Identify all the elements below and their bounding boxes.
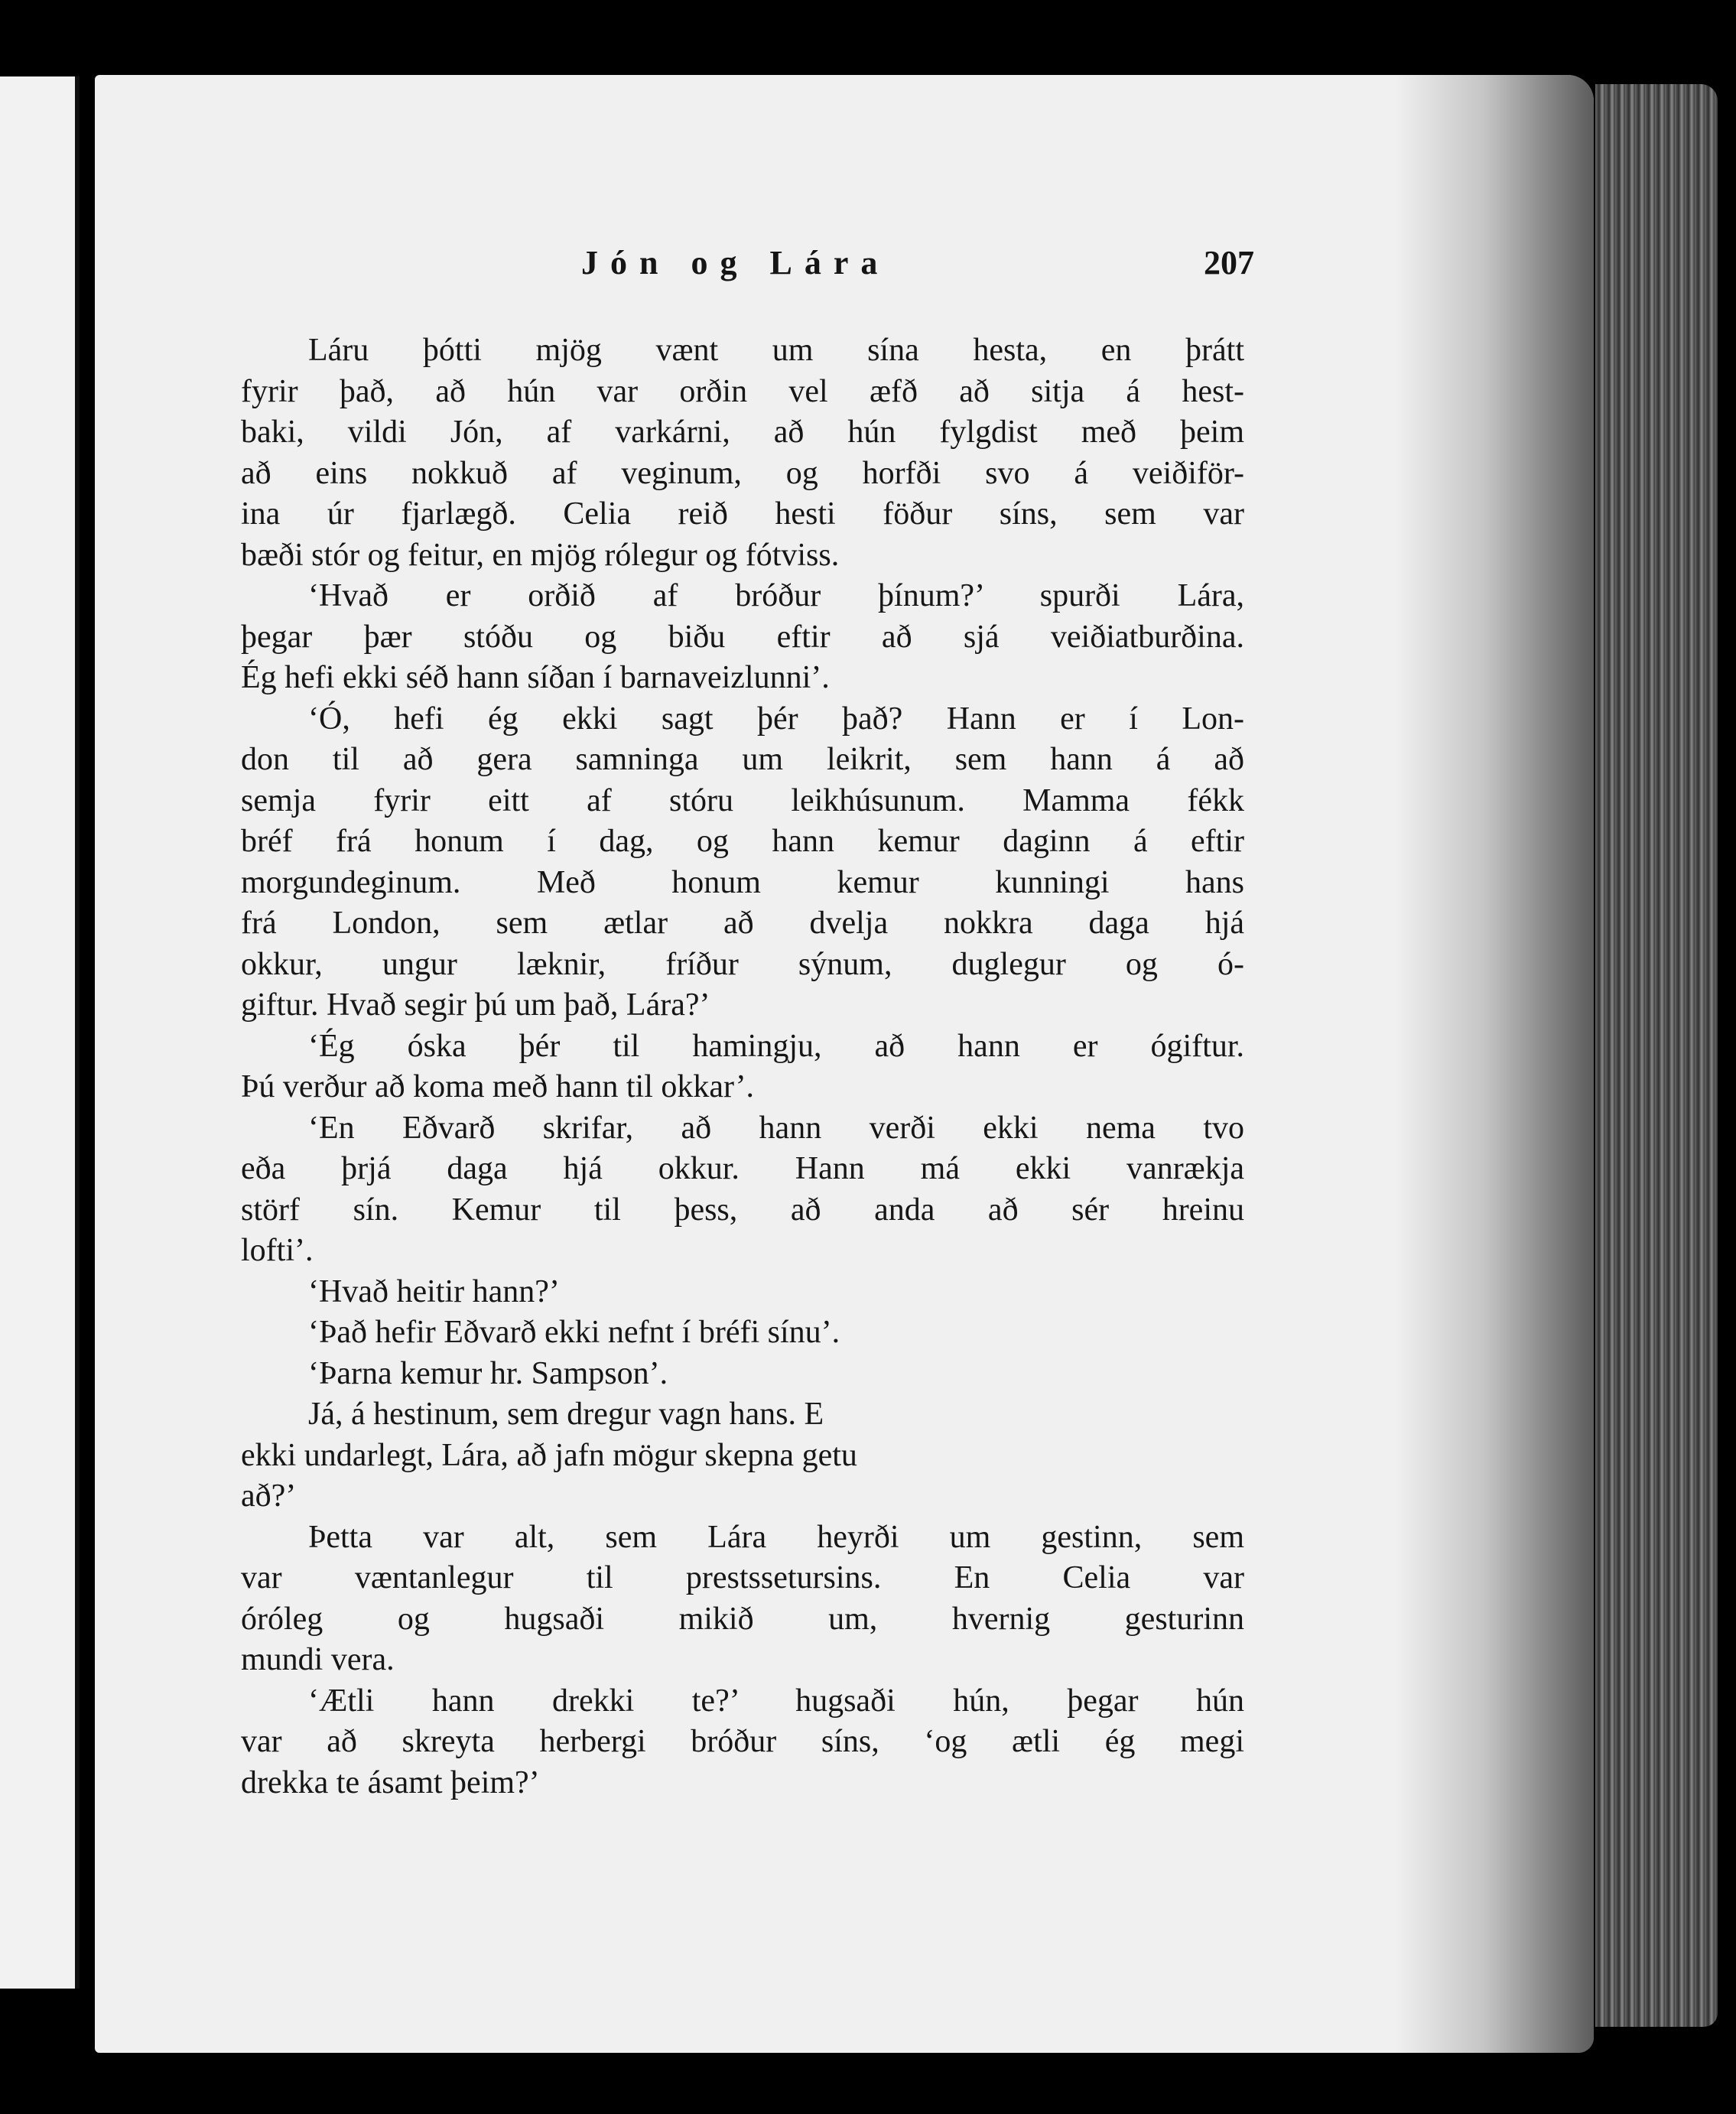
text-line: þegar þær stóðu og biðu eftir að sjá veiðiatburðina. — [241, 619, 1244, 655]
text-line: ‘Hvað heitir hann?’ — [308, 1273, 560, 1309]
text-line: Þetta var alt, sem Lára heyrði um gestinn, sem — [308, 1519, 1244, 1555]
text-line: að eins nokkuð af veginum, og horfði svo á veiðiför- — [241, 455, 1244, 491]
text-line: var væntanlegur til prestssetursins. En Celia var — [241, 1560, 1244, 1595]
text-line: fyrir það, að hún var orðin vel æfð að sitja á hest- — [241, 373, 1244, 409]
text-line: Þú verður að koma með hann til okkar’. — [241, 1069, 755, 1104]
text-line: eða þrjá daga hjá okkur. Hann má ekki vanrækja — [241, 1151, 1244, 1186]
text-line: giftur. Hvað segir þú um það, Lára?’ — [241, 987, 710, 1023]
text-line: okkur, ungur læknir, fríður sýnum, duglegur og ó- — [241, 946, 1244, 982]
text-line: semja fyrir eitt af stóru leikhúsunum. Mamma fékk — [241, 782, 1244, 818]
text-line: óróleg og hugsaði mikið um, hvernig gesturinn — [241, 1601, 1244, 1637]
text-line: ‘Það hefir Eðvarð ekki nefnt í bréfi sínu’. — [308, 1315, 840, 1350]
text-line: frá London, sem ætlar að dvelja nokkra daga hjá — [241, 906, 1244, 941]
page-shadow — [1395, 75, 1594, 2053]
page-edges — [1595, 84, 1718, 2027]
text-line: ‘Ó, hefi ég ekki sagt þér það? Hann er í Lon- — [308, 701, 1244, 737]
text-line: ‘En Eðvarð skrifar, að hann verði ekki nema tvo — [308, 1110, 1244, 1146]
text-line: bæði stór og feitur, en mjög rólegur og fótviss. — [241, 537, 840, 573]
text-line: Ég hefi ekki séð hann síðan í barnaveizlunni’. — [241, 660, 830, 695]
text-line: ‘Ætli hann drekki te?’ hugsaði hún, þegar hún — [308, 1683, 1244, 1719]
text-line: ‘Hvað er orðið af bróður þínum?’ spurði Lára, — [308, 578, 1244, 613]
text-line: ‘Ég óska þér til hamingju, að hann er ógiftur. — [308, 1028, 1244, 1064]
text-line: Já, á hestinum, sem dregur vagn hans. E — [308, 1397, 824, 1432]
page-header — [581, 243, 1254, 297]
text-line: Láru þótti mjög vænt um sína hesta, en þrátt — [308, 333, 1244, 368]
text-line: lofti’. — [241, 1233, 314, 1268]
text-line: don til að gera samninga um leikrit, sem hann á að — [241, 742, 1244, 777]
left-page-edge — [0, 76, 80, 1989]
body-text — [241, 330, 1244, 1803]
text-line: bréf frá honum í dag, og hann kemur daginn á eftir — [241, 824, 1244, 859]
text-line: mundi vera. — [241, 1642, 395, 1677]
text-line: var að skreyta herbergi bróður síns, ‘og ætli ég megi — [241, 1724, 1244, 1759]
text-line: störf sín. Kemur til þess, að anda að sér hreinu — [241, 1192, 1244, 1228]
text-line: að?’ — [241, 1478, 297, 1514]
text-line: morgundeginum. Með honum kemur kunningi hans — [241, 864, 1244, 900]
text-line: baki, vildi Jón, af varkárni, að hún fylgdist með þeim — [241, 415, 1244, 450]
text-line: drekka te ásamt þeim?’ — [241, 1764, 540, 1800]
text-line: ekki undarlegt, Lára, að jafn mögur skepna getu — [241, 1437, 857, 1473]
page-number: 207 — [1204, 244, 1254, 281]
text-line: ‘Þarna kemur hr. Sampson’. — [308, 1355, 668, 1391]
running-title: Jón og Lára — [581, 244, 890, 281]
text-line: ina úr fjarlægð. Celia reið hesti föður síns, sem var — [241, 496, 1244, 532]
